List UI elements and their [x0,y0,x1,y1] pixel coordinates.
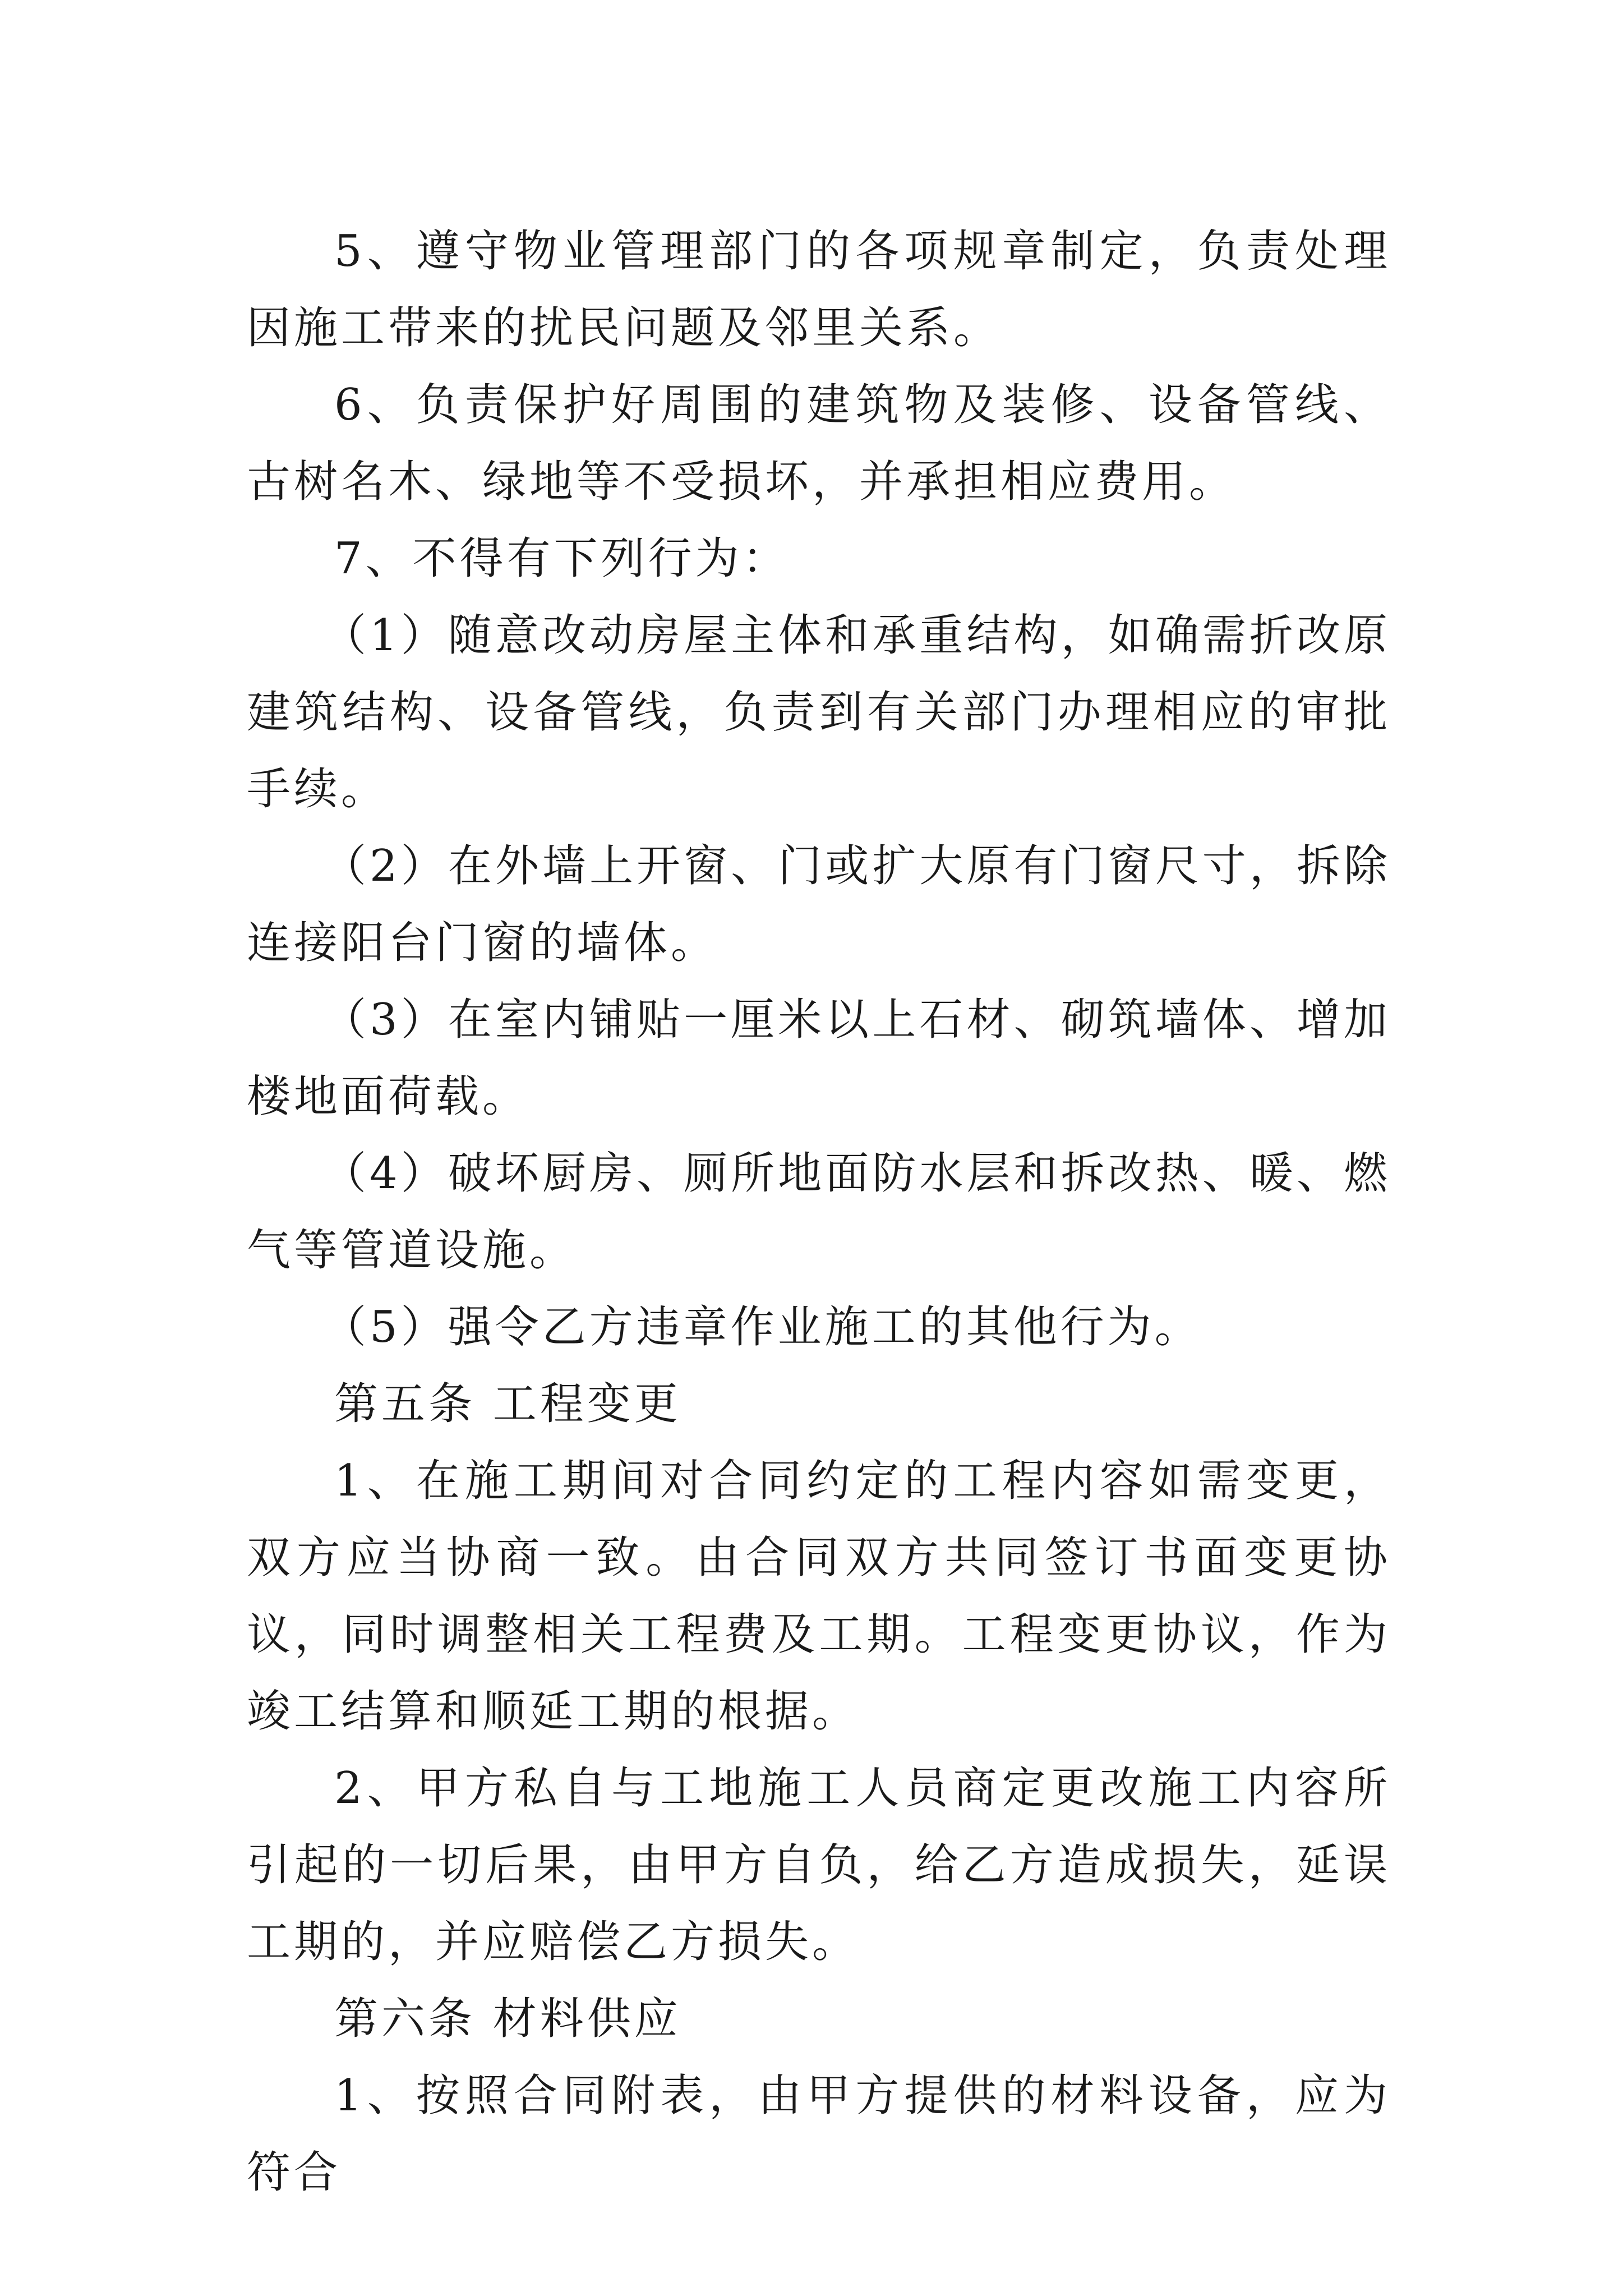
clause-4-item-7: 7、不得有下列行为： [334,533,790,584]
clause-4-item-7-sub-5: （5）强令乙方违章作业施工的其他行为。 [322,1302,1202,1352]
clause-4-item-7-sub-4: （4）破坏厨房、厕所地面防水层和拆改热、暖、燃气等管道设施。 [247,1148,1391,1276]
clause-5-item-1: 1、在施工期间对合同约定的工程内容如需变更，双方应当协商一致。由合同双方共同签订书面变更协议，同时调整相关工程费及工期。工程变更协议，作为竣工结算和顺延工期的根据。 [247,1456,1391,1737]
clause-4-item-7-sub-2: （2）在外墙上开窗、门或扩大原有门窗尺寸，拆除连接阳台门窗的墙体。 [247,841,1391,968]
clause-6-item-1: 1、按照合同附表，由甲方提供的材料设备，应为符合 [247,2070,1391,2198]
clause-4-item-6: 6、负责保护好周围的建筑物及装修、设备管线、古树名木、绿地等不受损坏，并承担相应费用。 [247,380,1391,507]
section-heading-clause-5: 第五条 工程变更 [334,1379,681,1429]
clause-5-item-2: 2、甲方私自与工地施工人员商定更改施工内容所引起的一切后果，由甲方自负，给乙方造成损失，延误工期的，并应赔偿乙方损失。 [247,1763,1391,1967]
clause-4-item-5: 5、遵守物业管理部门的各项规章制定，负责处理因施工带来的扰民问题及邻里关系。 [247,226,1391,353]
clause-4-item-7-sub-3: （3）在室内铺贴一厘米以上石材、砌筑墙体、增加楼地面荷载。 [247,995,1391,1122]
clause-4-item-7-sub-1: （1）随意改动房屋主体和承重结构，如确需折改原建筑结构、设备管线，负责到有关部门办理相应的审批手续。 [247,610,1391,815]
document-page [247,213,1391,2211]
section-heading-clause-6: 第六条 材料供应 [334,1994,681,2044]
